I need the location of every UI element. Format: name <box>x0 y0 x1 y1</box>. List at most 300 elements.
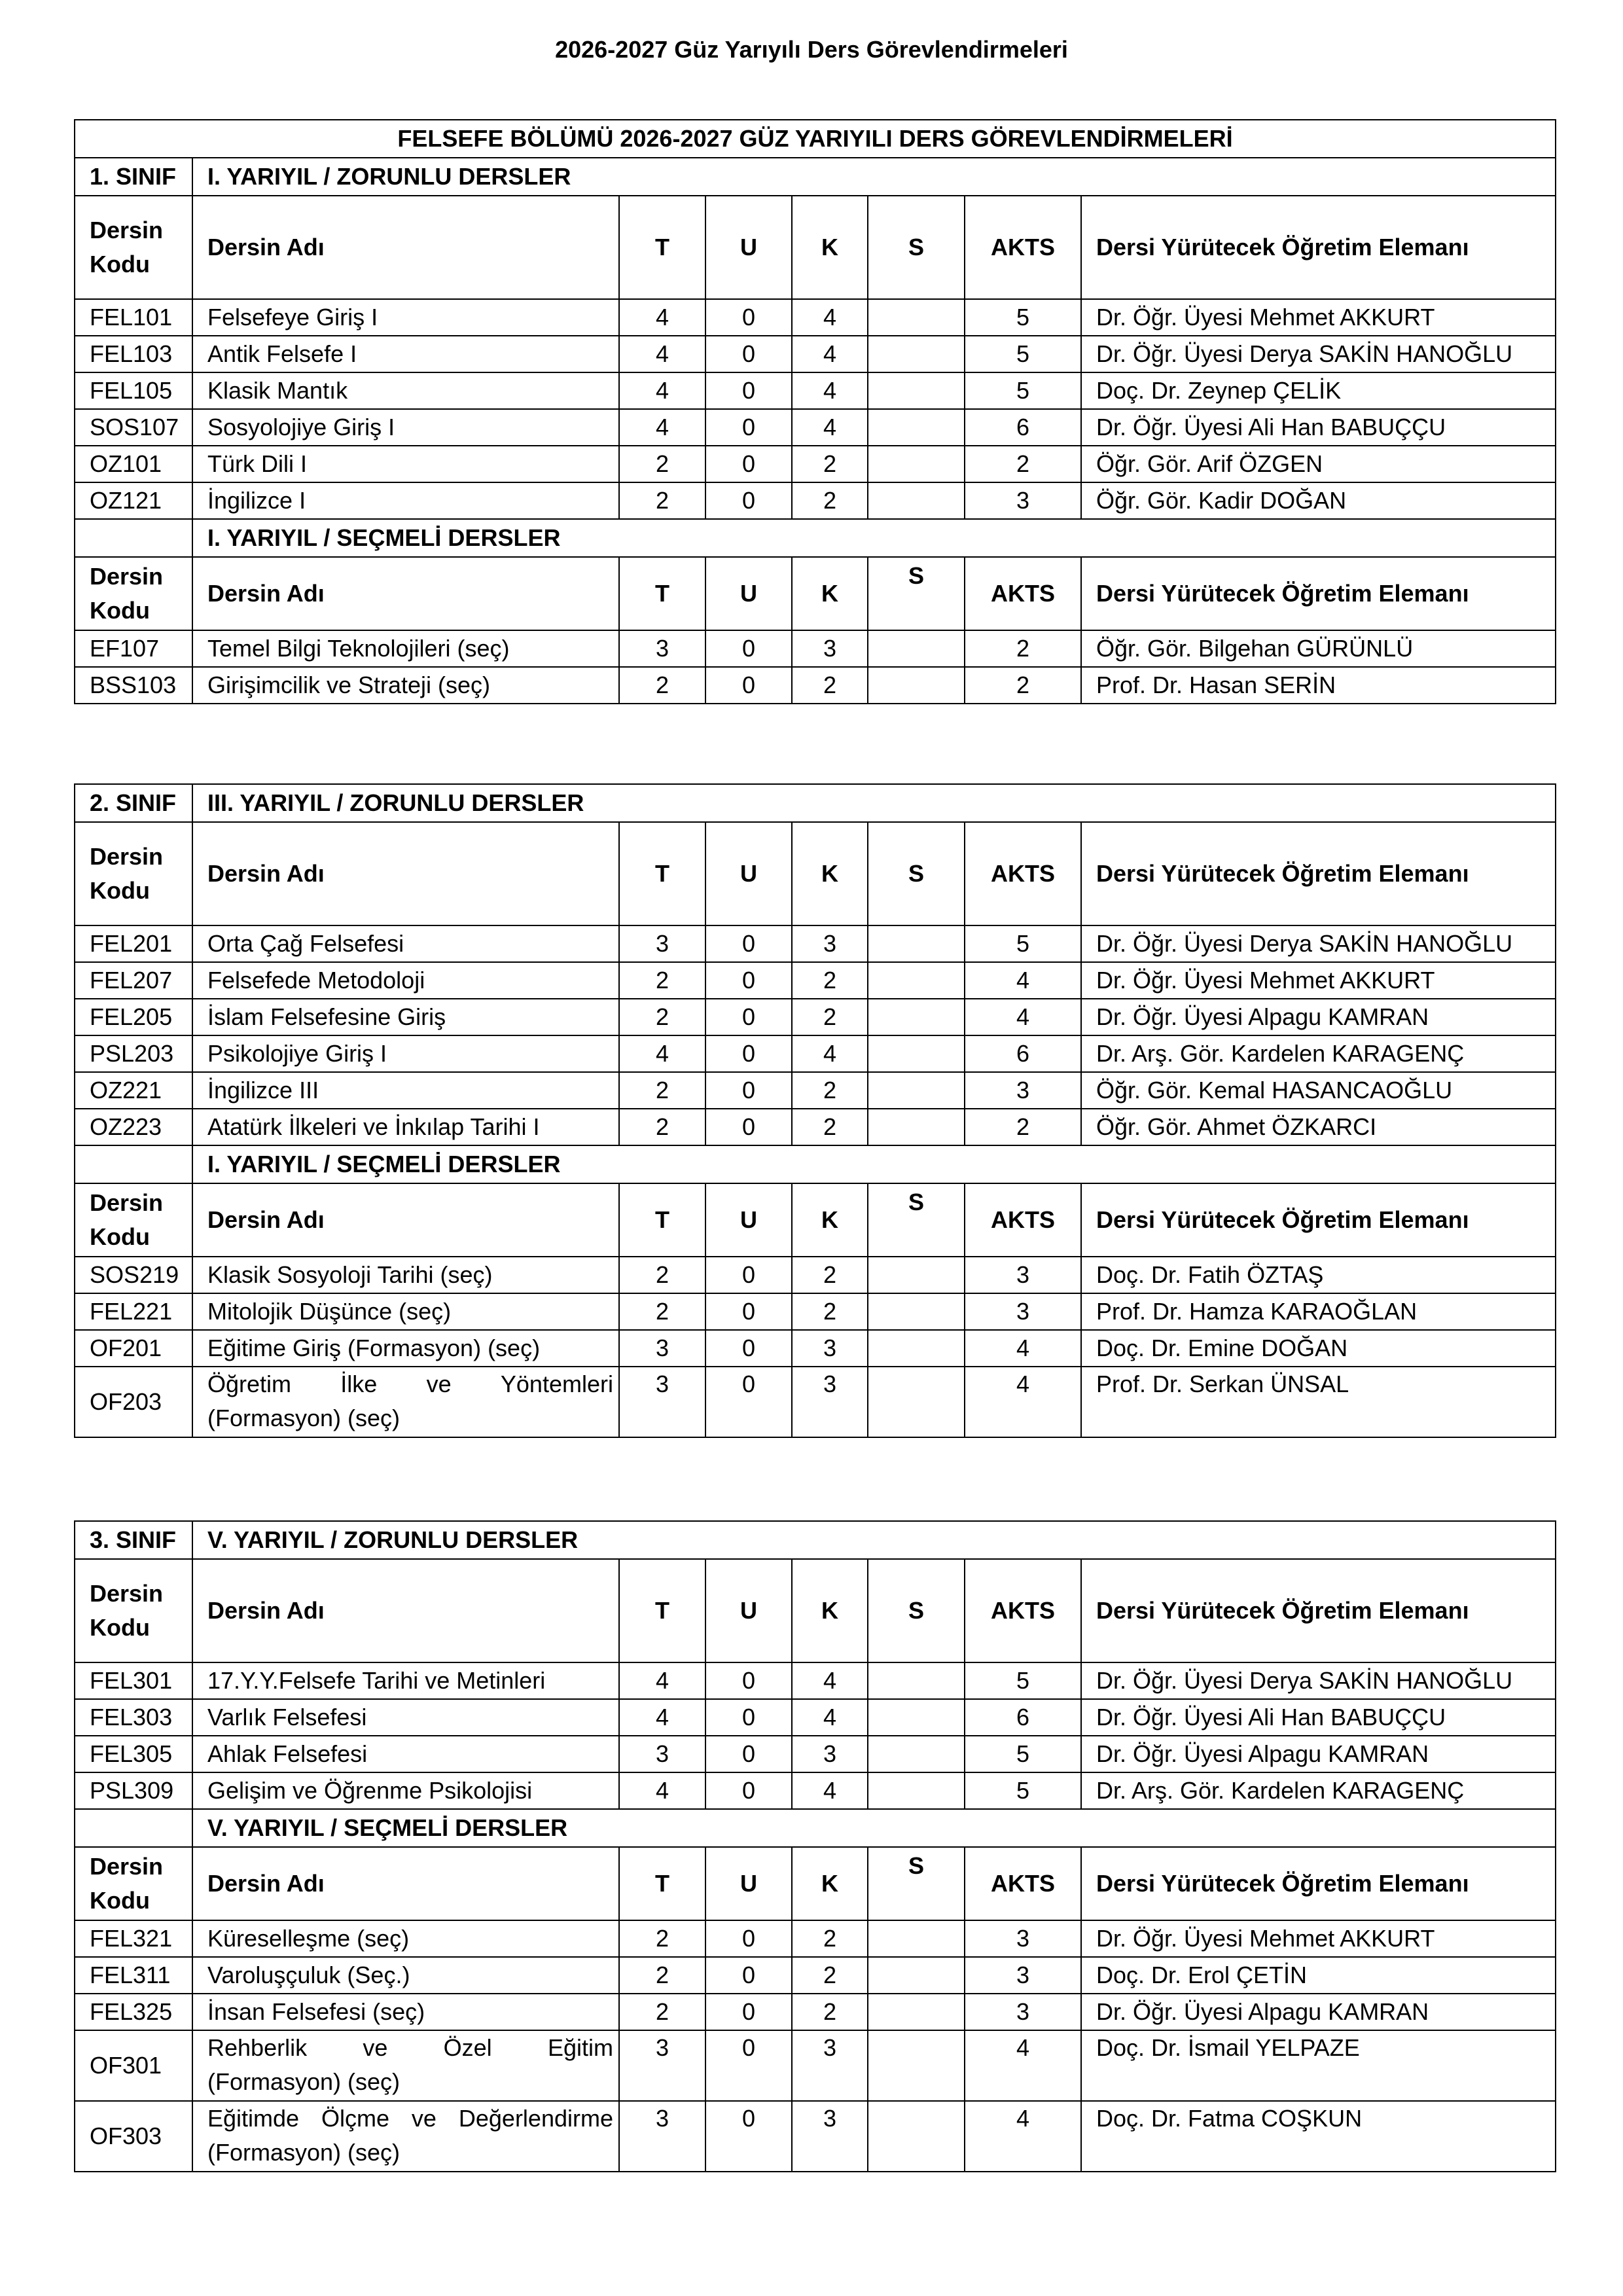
course-s <box>868 630 965 667</box>
compulsory-title: I. YARIYIL / ZORUNLU DERSLER <box>192 158 1556 196</box>
course-akts: 2 <box>965 667 1081 704</box>
course-s <box>868 1994 965 2030</box>
course-name: Varlık Felsefesi <box>192 1699 619 1736</box>
course-k: 2 <box>792 446 868 482</box>
column-header-row <box>75 1183 1556 1257</box>
course-s <box>868 1699 965 1736</box>
col-s-header: S <box>868 822 965 925</box>
course-name: İngilizce I <box>192 482 619 519</box>
course-u: 0 <box>705 999 792 1035</box>
course-u: 0 <box>705 482 792 519</box>
course-k: 4 <box>792 336 868 372</box>
course-name: Girişimcilik ve Strateji (seç) <box>192 667 619 704</box>
course-name: İngilizce III <box>192 1072 619 1109</box>
table-row <box>75 1035 1556 1072</box>
course-s <box>868 1293 965 1330</box>
course-akts: 4 <box>965 2030 1081 2101</box>
course-akts: 3 <box>965 1920 1081 1957</box>
course-t: 4 <box>619 1035 705 1072</box>
table-row <box>75 1330 1556 1367</box>
course-name-word: Özel <box>443 2034 492 2061</box>
course-name-line1 <box>207 1367 613 1401</box>
course-k: 3 <box>792 925 868 962</box>
course-code: OZ101 <box>75 446 192 482</box>
course-name: Mitolojik Düşünce (seç) <box>192 1293 619 1330</box>
table-row <box>75 372 1556 409</box>
col-akts-header: AKTS <box>965 1183 1081 1257</box>
table-row <box>75 1367 1556 1437</box>
empty-cell <box>75 519 192 557</box>
col-akts-header: AKTS <box>965 196 1081 299</box>
course-akts: 2 <box>965 446 1081 482</box>
col-code-header: Dersin Kodu <box>75 1847 192 1920</box>
col-u-header: U <box>705 822 792 925</box>
col-code-header: Dersin Kodu <box>75 1559 192 1662</box>
course-name: Türk Dili I <box>192 446 619 482</box>
course-name <box>192 2030 619 2101</box>
course-akts: 4 <box>965 999 1081 1035</box>
course-s <box>868 1920 965 1957</box>
col-t-header: T <box>619 822 705 925</box>
course-teacher: Doç. Dr. İsmail YELPAZE <box>1081 2030 1556 2101</box>
col-k-header: K <box>792 1559 868 1662</box>
col-t-header: T <box>619 1559 705 1662</box>
course-akts: 3 <box>965 1957 1081 1994</box>
column-header-row <box>75 196 1556 299</box>
class-heading-row <box>75 784 1556 822</box>
course-code: OF303 <box>75 2101 192 2172</box>
course-k: 2 <box>792 1957 868 1994</box>
class-heading-row <box>75 158 1556 196</box>
course-u: 0 <box>705 1772 792 1809</box>
column-header-row <box>75 822 1556 925</box>
course-s <box>868 1662 965 1699</box>
class-label: 1. SINIF <box>75 158 192 196</box>
course-k: 4 <box>792 299 868 336</box>
course-teacher: Dr. Öğr. Üyesi Mehmet AKKURT <box>1081 299 1556 336</box>
table-row <box>75 446 1556 482</box>
course-s <box>868 336 965 372</box>
course-name-word: Eğitim <box>547 2034 613 2061</box>
course-code: OF301 <box>75 2030 192 2101</box>
course-name-line2: (Formasyon) (seç) <box>207 2139 401 2166</box>
table-row <box>75 999 1556 1035</box>
col-name-header: Dersin Adı <box>192 196 619 299</box>
course-t: 2 <box>619 1257 705 1293</box>
course-code: FEL305 <box>75 1736 192 1772</box>
course-name-line2: (Formasyon) (seç) <box>207 1405 401 1431</box>
col-t-header: T <box>619 1847 705 1920</box>
course-t: 4 <box>619 1772 705 1809</box>
class-1-table <box>74 119 1556 704</box>
col-s-header: S <box>868 1847 965 1920</box>
course-code: FEL205 <box>75 999 192 1035</box>
course-code: FEL311 <box>75 1957 192 1994</box>
col-code-header: Dersin Kodu <box>75 1183 192 1257</box>
table-row <box>75 962 1556 999</box>
course-code: OZ121 <box>75 482 192 519</box>
course-t: 2 <box>619 1920 705 1957</box>
course-code: OF203 <box>75 1367 192 1437</box>
course-akts: 4 <box>965 2101 1081 2172</box>
course-teacher: Prof. Dr. Hasan SERİN <box>1081 667 1556 704</box>
table-row <box>75 1736 1556 1772</box>
course-teacher: Dr. Öğr. Üyesi Derya SAKİN HANOĞLU <box>1081 1662 1556 1699</box>
course-teacher: Dr. Öğr. Üyesi Mehmet AKKURT <box>1081 962 1556 999</box>
course-name-word: Eğitimde <box>207 2105 300 2132</box>
course-k: 3 <box>792 1330 868 1367</box>
course-code: FEL103 <box>75 336 192 372</box>
course-teacher: Dr. Öğr. Üyesi Alpagu KAMRAN <box>1081 1994 1556 2030</box>
col-name-header: Dersin Adı <box>192 557 619 630</box>
course-name-word: Ölçme <box>321 2105 389 2132</box>
table-row <box>75 1699 1556 1736</box>
course-teacher: Öğr. Gör. Ahmet ÖZKARCI <box>1081 1109 1556 1145</box>
class-3-table <box>74 1520 1556 2172</box>
table-row <box>75 1072 1556 1109</box>
table-row <box>75 409 1556 446</box>
empty-cell <box>75 1809 192 1847</box>
course-name: Felsefede Metodoloji <box>192 962 619 999</box>
course-u: 0 <box>705 1035 792 1072</box>
course-k: 2 <box>792 1072 868 1109</box>
course-u: 0 <box>705 1736 792 1772</box>
course-s <box>868 925 965 962</box>
course-k: 4 <box>792 1662 868 1699</box>
course-t: 2 <box>619 962 705 999</box>
course-code: SOS219 <box>75 1257 192 1293</box>
col-k-header: K <box>792 196 868 299</box>
col-teacher-header: Dersi Yürütecek Öğretim Elemanı <box>1081 1183 1556 1257</box>
course-teacher: Dr. Öğr. Üyesi Alpagu KAMRAN <box>1081 1736 1556 1772</box>
course-u: 0 <box>705 1257 792 1293</box>
course-t: 2 <box>619 1957 705 1994</box>
course-t: 3 <box>619 925 705 962</box>
course-u: 0 <box>705 409 792 446</box>
course-name <box>192 1367 619 1437</box>
course-t: 4 <box>619 299 705 336</box>
course-s <box>868 1772 965 1809</box>
course-k: 3 <box>792 1367 868 1437</box>
course-k: 2 <box>792 1257 868 1293</box>
course-code: FEL325 <box>75 1994 192 2030</box>
course-s <box>868 299 965 336</box>
table-row <box>75 667 1556 704</box>
course-name-line1 <box>207 2102 613 2136</box>
course-code: BSS103 <box>75 667 192 704</box>
course-code: FEL321 <box>75 1920 192 1957</box>
course-u: 0 <box>705 925 792 962</box>
course-code: EF107 <box>75 630 192 667</box>
course-teacher: Doç. Dr. Erol ÇETİN <box>1081 1957 1556 1994</box>
course-s <box>868 2030 965 2101</box>
course-s <box>868 372 965 409</box>
course-name: İslam Felsefesine Giriş <box>192 999 619 1035</box>
course-u: 0 <box>705 962 792 999</box>
course-s <box>868 1072 965 1109</box>
course-name: Ahlak Felsefesi <box>192 1736 619 1772</box>
table-row <box>75 1772 1556 1809</box>
course-u: 0 <box>705 446 792 482</box>
course-u: 0 <box>705 1994 792 2030</box>
col-teacher-header: Dersi Yürütecek Öğretim Elemanı <box>1081 822 1556 925</box>
course-name: 17.Y.Y.Felsefe Tarihi ve Metinleri <box>192 1662 619 1699</box>
course-akts: 4 <box>965 962 1081 999</box>
course-t: 4 <box>619 1699 705 1736</box>
course-u: 0 <box>705 299 792 336</box>
department-heading: FELSEFE BÖLÜMÜ 2026-2027 GÜZ YARIYILI DERS GÖREVLENDİRMELERİ <box>75 120 1556 158</box>
col-teacher-header: Dersi Yürütecek Öğretim Elemanı <box>1081 1559 1556 1662</box>
empty-cell <box>75 1145 192 1183</box>
course-k: 4 <box>792 409 868 446</box>
compulsory-title: III. YARIYIL / ZORUNLU DERSLER <box>192 784 1556 822</box>
course-k: 2 <box>792 962 868 999</box>
course-code: OZ223 <box>75 1109 192 1145</box>
course-name-word: ve <box>426 1371 452 1397</box>
col-code-header: Dersin Kodu <box>75 196 192 299</box>
course-code: FEL207 <box>75 962 192 999</box>
page-title: 2026-2027 Güz Yarıyılı Ders Görevlendirmeleri <box>555 36 1068 63</box>
course-u: 0 <box>705 2030 792 2101</box>
course-s <box>868 1330 965 1367</box>
course-code: OF201 <box>75 1330 192 1367</box>
course-teacher: Öğr. Gör. Kadir DOĞAN <box>1081 482 1556 519</box>
course-name: Küreselleşme (seç) <box>192 1920 619 1957</box>
course-s <box>868 446 965 482</box>
course-u: 0 <box>705 630 792 667</box>
course-t: 2 <box>619 1072 705 1109</box>
course-teacher: Dr. Arş. Gör. Kardelen KARAGENÇ <box>1081 1035 1556 1072</box>
course-name-word: Öğretim <box>207 1371 292 1397</box>
course-name: Temel Bilgi Teknolojileri (seç) <box>192 630 619 667</box>
course-name: Klasik Mantık <box>192 372 619 409</box>
course-code: FEL303 <box>75 1699 192 1736</box>
course-s <box>868 1957 965 1994</box>
course-teacher: Öğr. Gör. Kemal HASANCAOĞLU <box>1081 1072 1556 1109</box>
course-u: 0 <box>705 1330 792 1367</box>
course-s <box>868 999 965 1035</box>
elective-title: V. YARIYIL / SEÇMELİ DERSLER <box>192 1809 1556 1847</box>
col-t-header: T <box>619 1183 705 1257</box>
course-t: 4 <box>619 372 705 409</box>
col-s-header: S <box>868 1183 965 1257</box>
course-k: 2 <box>792 1920 868 1957</box>
course-akts: 6 <box>965 409 1081 446</box>
class-2-table <box>74 783 1556 1438</box>
elective-heading-row <box>75 1809 1556 1847</box>
course-t: 2 <box>619 1994 705 2030</box>
course-teacher: Doç. Dr. Zeynep ÇELİK <box>1081 372 1556 409</box>
course-t: 3 <box>619 1330 705 1367</box>
table-row <box>75 2030 1556 2101</box>
course-name: Gelişim ve Öğrenme Psikolojisi <box>192 1772 619 1809</box>
course-name: İnsan Felsefesi (seç) <box>192 1994 619 2030</box>
col-name-header: Dersin Adı <box>192 822 619 925</box>
table-row <box>75 2101 1556 2172</box>
course-akts: 3 <box>965 482 1081 519</box>
course-akts: 3 <box>965 1257 1081 1293</box>
course-s <box>868 1109 965 1145</box>
table-row <box>75 1662 1556 1699</box>
course-teacher: Dr. Öğr. Üyesi Derya SAKİN HANOĞLU <box>1081 925 1556 962</box>
course-akts: 4 <box>965 1330 1081 1367</box>
course-teacher: Dr. Öğr. Üyesi Derya SAKİN HANOĞLU <box>1081 336 1556 372</box>
department-heading-row <box>75 120 1556 158</box>
course-t: 3 <box>619 1736 705 1772</box>
course-u: 0 <box>705 372 792 409</box>
course-k: 3 <box>792 630 868 667</box>
table-row <box>75 630 1556 667</box>
course-k: 4 <box>792 372 868 409</box>
col-u-header: U <box>705 196 792 299</box>
col-u-header: U <box>705 557 792 630</box>
course-code: FEL201 <box>75 925 192 962</box>
elective-heading-row <box>75 519 1556 557</box>
course-t: 2 <box>619 446 705 482</box>
course-akts: 5 <box>965 925 1081 962</box>
course-name: Eğitime Giriş (Formasyon) (seç) <box>192 1330 619 1367</box>
col-k-header: K <box>792 1183 868 1257</box>
course-k: 3 <box>792 2101 868 2172</box>
col-k-header: K <box>792 557 868 630</box>
course-code: OZ221 <box>75 1072 192 1109</box>
col-code-header: Dersin Kodu <box>75 822 192 925</box>
course-code: FEL105 <box>75 372 192 409</box>
col-teacher-header: Dersi Yürütecek Öğretim Elemanı <box>1081 1847 1556 1920</box>
course-akts: 6 <box>965 1699 1081 1736</box>
course-code: FEL101 <box>75 299 192 336</box>
course-s <box>868 667 965 704</box>
course-akts: 3 <box>965 1994 1081 2030</box>
table-row <box>75 1257 1556 1293</box>
class-heading-row <box>75 1521 1556 1559</box>
course-k: 2 <box>792 667 868 704</box>
class-label: 2. SINIF <box>75 784 192 822</box>
col-s-header: S <box>868 196 965 299</box>
course-akts: 5 <box>965 1772 1081 1809</box>
course-k: 3 <box>792 1736 868 1772</box>
col-u-header: U <box>705 1183 792 1257</box>
course-k: 2 <box>792 999 868 1035</box>
col-t-header: T <box>619 557 705 630</box>
table-row <box>75 1957 1556 1994</box>
course-name <box>192 2101 619 2172</box>
col-akts-header: AKTS <box>965 1559 1081 1662</box>
col-u-header: U <box>705 1847 792 1920</box>
elective-heading-row <box>75 1145 1556 1183</box>
course-t: 2 <box>619 1293 705 1330</box>
course-akts: 5 <box>965 1662 1081 1699</box>
course-akts: 5 <box>965 372 1081 409</box>
elective-title: I. YARIYIL / SEÇMELİ DERSLER <box>192 1145 1556 1183</box>
course-teacher: Doç. Dr. Fatma COŞKUN <box>1081 2101 1556 2172</box>
course-name: Klasik Sosyoloji Tarihi (seç) <box>192 1257 619 1293</box>
col-code-header: Dersin Kodu <box>75 557 192 630</box>
col-s-header: S <box>868 557 965 630</box>
course-t: 3 <box>619 630 705 667</box>
course-akts: 3 <box>965 1293 1081 1330</box>
course-code: SOS107 <box>75 409 192 446</box>
table-row <box>75 1994 1556 2030</box>
course-teacher: Dr. Öğr. Üyesi Mehmet AKKURT <box>1081 1920 1556 1957</box>
col-teacher-header: Dersi Yürütecek Öğretim Elemanı <box>1081 557 1556 630</box>
course-k: 2 <box>792 1109 868 1145</box>
table-row <box>75 925 1556 962</box>
course-akts: 2 <box>965 1109 1081 1145</box>
course-teacher: Doç. Dr. Emine DOĞAN <box>1081 1330 1556 1367</box>
course-akts: 5 <box>965 336 1081 372</box>
course-t: 4 <box>619 336 705 372</box>
course-akts: 3 <box>965 1072 1081 1109</box>
course-name: Sosyolojiye Giriş I <box>192 409 619 446</box>
course-s <box>868 962 965 999</box>
course-name: Varoluşçuluk (Seç.) <box>192 1957 619 1994</box>
course-u: 0 <box>705 1662 792 1699</box>
course-teacher: Dr. Öğr. Üyesi Ali Han BABUÇÇU <box>1081 1699 1556 1736</box>
course-k: 4 <box>792 1699 868 1736</box>
table-row <box>75 1920 1556 1957</box>
course-teacher: Öğr. Gör. Arif ÖZGEN <box>1081 446 1556 482</box>
table-row <box>75 1109 1556 1145</box>
course-u: 0 <box>705 1367 792 1437</box>
course-name-word: ve <box>411 2105 437 2132</box>
col-k-header: K <box>792 822 868 925</box>
course-t: 2 <box>619 1109 705 1145</box>
course-teacher: Dr. Arş. Gör. Kardelen KARAGENÇ <box>1081 1772 1556 1809</box>
course-teacher: Prof. Dr. Serkan ÜNSAL <box>1081 1367 1556 1437</box>
column-header-row <box>75 557 1556 630</box>
course-u: 0 <box>705 1072 792 1109</box>
course-name-word: İlke <box>340 1371 378 1397</box>
col-s-header: S <box>868 1559 965 1662</box>
table-row <box>75 1293 1556 1330</box>
course-teacher: Prof. Dr. Hamza KARAOĞLAN <box>1081 1293 1556 1330</box>
course-t: 2 <box>619 667 705 704</box>
course-t: 2 <box>619 999 705 1035</box>
course-akts: 6 <box>965 1035 1081 1072</box>
col-k-header: K <box>792 1847 868 1920</box>
compulsory-title: V. YARIYIL / ZORUNLU DERSLER <box>192 1521 1556 1559</box>
course-name-word: Yöntemleri <box>500 1371 613 1397</box>
course-k: 2 <box>792 482 868 519</box>
course-s <box>868 1367 965 1437</box>
course-t: 3 <box>619 1367 705 1437</box>
course-s <box>868 1736 965 1772</box>
course-akts: 2 <box>965 630 1081 667</box>
course-u: 0 <box>705 336 792 372</box>
course-k: 3 <box>792 2030 868 2101</box>
course-name: Psikolojiye Giriş I <box>192 1035 619 1072</box>
course-k: 2 <box>792 1293 868 1330</box>
course-name-word: Rehberlik <box>207 2034 308 2061</box>
course-u: 0 <box>705 2101 792 2172</box>
course-name: Atatürk İlkeleri ve İnkılap Tarihi I <box>192 1109 619 1145</box>
class-label: 3. SINIF <box>75 1521 192 1559</box>
course-teacher: Doç. Dr. Fatih ÖZTAŞ <box>1081 1257 1556 1293</box>
course-akts: 5 <box>965 1736 1081 1772</box>
column-header-row <box>75 1847 1556 1920</box>
course-t: 3 <box>619 2101 705 2172</box>
course-u: 0 <box>705 667 792 704</box>
course-code: FEL301 <box>75 1662 192 1699</box>
course-name-word: Değerlendirme <box>458 2105 613 2132</box>
col-akts-header: AKTS <box>965 822 1081 925</box>
col-teacher-header: Dersi Yürütecek Öğretim Elemanı <box>1081 196 1556 299</box>
table-row <box>75 482 1556 519</box>
course-t: 4 <box>619 1662 705 1699</box>
course-u: 0 <box>705 1293 792 1330</box>
course-s <box>868 482 965 519</box>
